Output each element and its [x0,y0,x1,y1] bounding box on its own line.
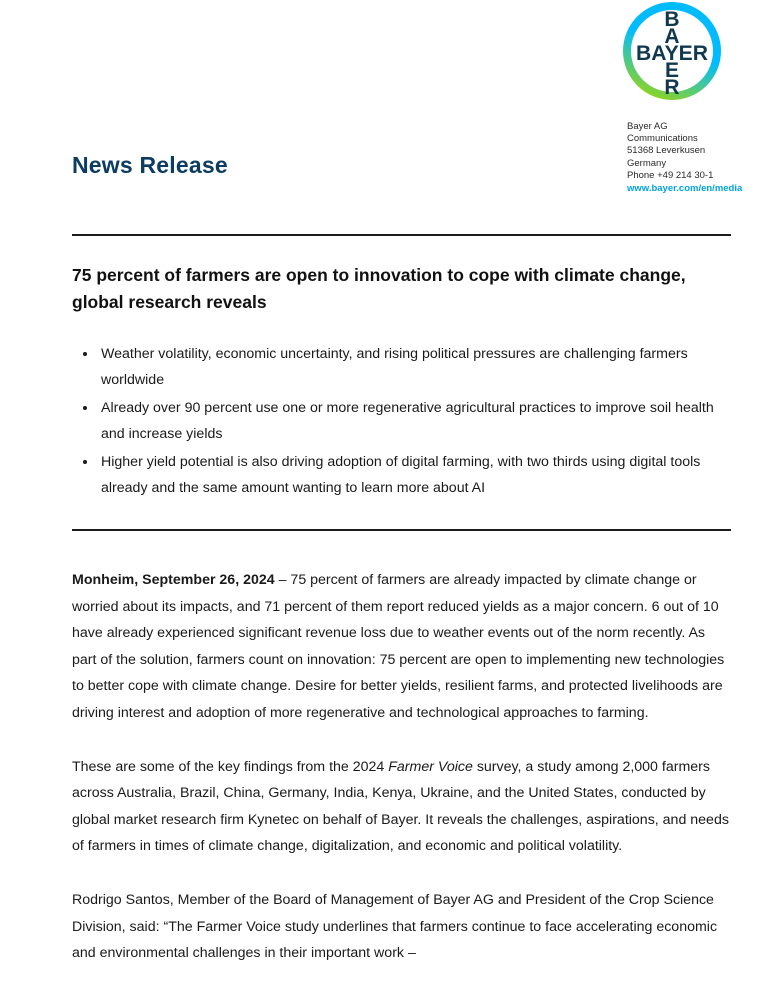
contact-phone: Phone +49 214 30-1 [627,169,714,181]
logo-letter-r: R [664,76,680,99]
headline: 75 percent of farmers are open to innovation to cope with climate change, global research reveals [72,265,686,312]
bullet-item: • Weather volatility, economic uncertainty, and rising political pressures are challenging farmers worldwide [98,341,731,393]
quote-text: Rodrigo Santos, Member of the Board of Management of Bayer AG and President of the Crop Science Division, said: “The Farmer Voice study underlines that farmers continue to face accelerating economic and environmental challenges in their important work – [72,891,718,962]
survey-name-italic: Farmer Voice [388,758,473,775]
paragraph-dateline [72,567,731,727]
logo-word-horizontal: BAYER [636,42,708,65]
media-link[interactable]: www.bayer.com/en/media [627,183,743,195]
news-release-title: News Release [72,152,228,178]
contact-postal: 51368 Leverkusen [627,145,706,157]
contact-block [627,121,742,195]
divider-top [72,234,731,236]
contact-country: Germany [627,157,667,169]
logo-letter-e: E [664,59,680,82]
survey-text-before: These are some of the key findings from the 2024 [72,758,389,775]
logo-letter-a: A [664,25,680,48]
article-content [72,234,731,967]
contact-company: Bayer AG [627,121,668,132]
bullet-item: • Already over 90 percent use one or more regenerative agricultural practices to improve soil health and increase yields [98,395,731,447]
bayer-logo [622,1,722,101]
survey-text-after: survey, a study among 2,000 farmers across Australia, Brazil, China, Germany, India, Kenya, Ukraine, and the United States, conducted by global market research firm Kynetec on behalf of Bayer. It reveals the challenges, aspirations, and needs of farmers in times of climate change, digitalization, and economic and political volatility. [72,758,729,855]
divider-bottom [72,529,731,531]
logo-letter-b: B [664,8,680,31]
summary-bullets [72,341,731,501]
paragraph-survey [72,754,731,860]
dateline-lead: Monheim, September 26, 2024 [72,572,275,588]
paragraph-quote [72,887,731,967]
contact-department: Communications [627,133,698,145]
bullet-item: • Higher yield potential is also driving adoption of digital farming, with two thirds using digital tools already and the same amount wanting to learn more about AI [98,449,731,501]
bayer-cross-icon [622,1,722,101]
dateline-body: – 75 percent of farmers are already impacted by climate change or worried about its impacts, and 71 percent of them report reduced yields as a major concern. 6 out of 10 have already experienced significant revenue loss due to weather events out of the norm recently. As part of the solution, farmers count on innovation: 75 percent are open to implementing new technologies to better cope with climate change. Desire for better yields, resilient farms, and protected livelihoods are driving interest and adoption of more regenerative and technological approaches to farming. [72,572,725,721]
